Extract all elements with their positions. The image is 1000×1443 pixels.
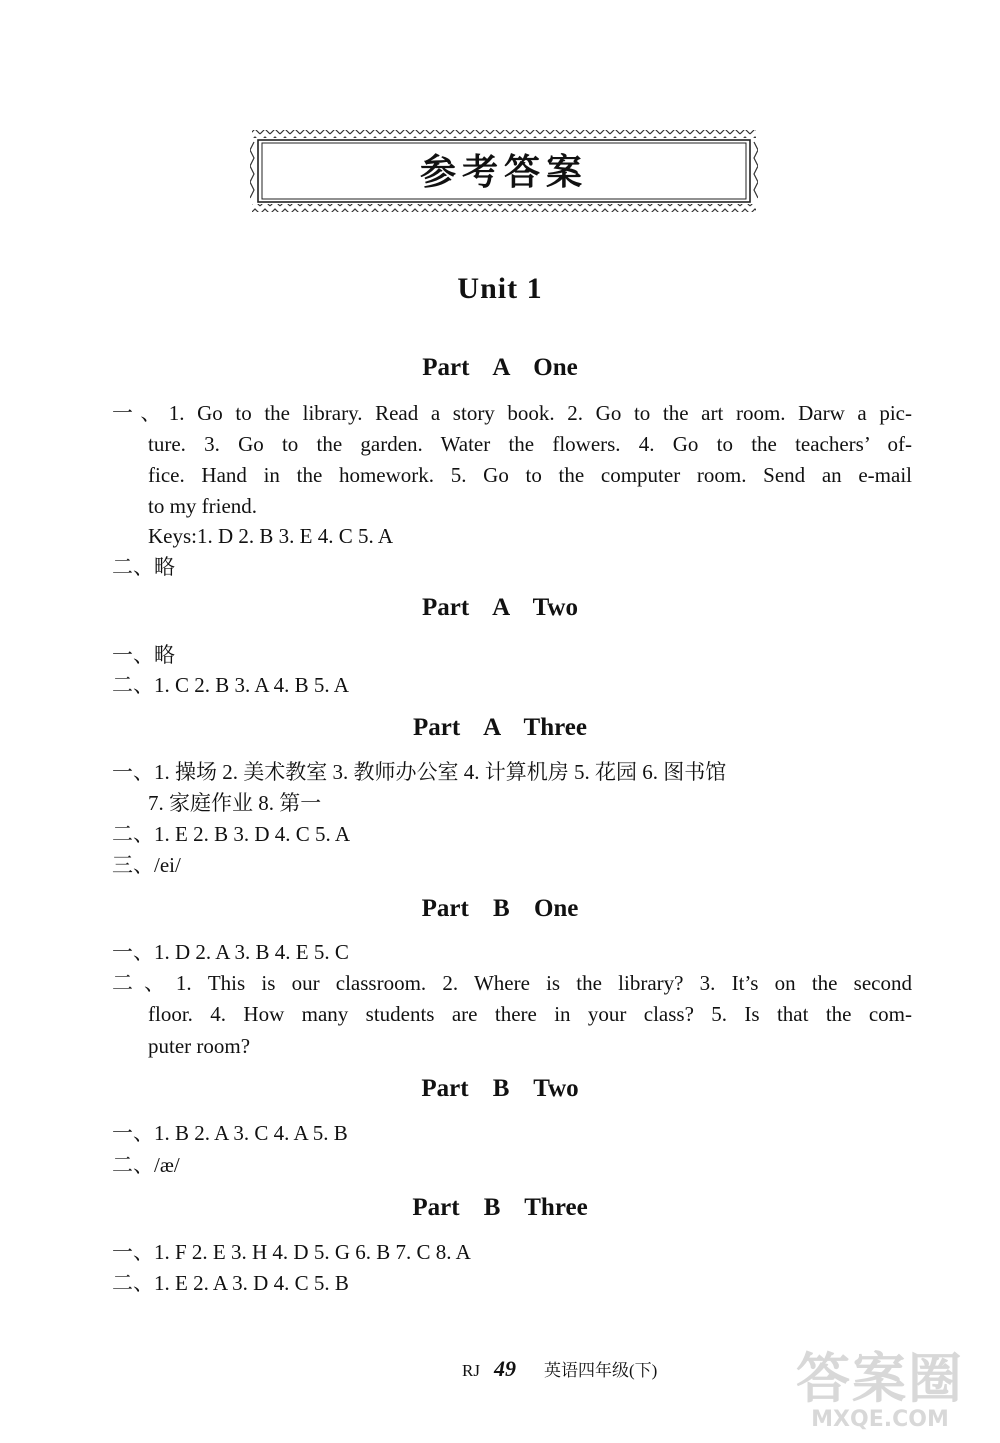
title-banner bbox=[250, 128, 758, 214]
answer-line: 一、1. F 2. E 3. H 4. D 5. G 6. B 7. C 8. A bbox=[112, 1240, 471, 1264]
answer-line: 一、1. 操场 2. 美术教室 3. 教师办公室 4. 计算机房 5. 花园 6. 图书馆 bbox=[112, 760, 727, 784]
answer-line: 一、略 bbox=[112, 643, 175, 667]
answer-line: 7. 家庭作业 8. 第一 bbox=[148, 791, 322, 815]
answer-line: 三、/ei/ bbox=[112, 853, 181, 877]
page-number: 49 bbox=[493, 1356, 516, 1381]
section-title-part-a-one: Part A One bbox=[422, 354, 578, 381]
answer-line: floor. 4. How many students are there in your class? 5. Is that the com- bbox=[148, 1002, 912, 1026]
unit-title: Unit 1 bbox=[457, 272, 543, 305]
section-title-part-a-two: Part A Two bbox=[422, 594, 578, 621]
answer-line: 二、略 bbox=[112, 555, 175, 579]
answer-line: 二、1. This is our classroom. 2. Where is the library? 3. It’s on the second bbox=[112, 971, 912, 995]
answer-line: to my friend. bbox=[148, 494, 258, 518]
answer-line: ture. 3. Go to the garden. Water the flowers. 4. Go to the teachers’ of- bbox=[148, 432, 912, 456]
answer-line: 一、1. B 2. A 3. C 4. A 5. B bbox=[112, 1121, 348, 1145]
page-title: 参考答案 bbox=[419, 152, 588, 193]
section-title-part-b-three: Part B Three bbox=[412, 1194, 588, 1221]
section-title-part-b-two: Part B Two bbox=[421, 1075, 579, 1102]
answer-keys: Keys:1. D 2. B 3. E 4. C 5. A bbox=[148, 524, 394, 548]
section-title-part-a-three: Part A Three bbox=[413, 714, 587, 741]
answer-line: 二、1. C 2. B 3. A 4. B 5. A bbox=[112, 673, 349, 697]
answer-line: puter room? bbox=[148, 1034, 251, 1058]
answer-line: 二、1. E 2. A 3. D 4. C 5. B bbox=[112, 1271, 349, 1295]
watermark-logo bbox=[780, 1336, 980, 1436]
subject-label: 英语四年级(下) bbox=[543, 1361, 658, 1380]
answer-line: fice. Hand in the homework. 5. Go to the computer room. Send an e-mail bbox=[148, 463, 912, 487]
page-footer bbox=[462, 1356, 657, 1382]
section-title-part-b-one: Part B One bbox=[421, 895, 579, 922]
answer-line: 二、/æ/ bbox=[112, 1153, 180, 1177]
answer-line: 一、1. D 2. A 3. B 4. E 5. C bbox=[112, 940, 349, 964]
edition-code: RJ bbox=[462, 1361, 480, 1380]
answer-line: 一、1. Go to the library. Read a story book. 2. Go to the art room. Darw a pic- bbox=[112, 401, 912, 425]
watermark-url: MXQE.COM bbox=[811, 1407, 949, 1432]
answer-line: 二、1. E 2. B 3. D 4. C 5. A bbox=[112, 822, 351, 846]
watermark-text: 答案圈 bbox=[796, 1347, 964, 1410]
